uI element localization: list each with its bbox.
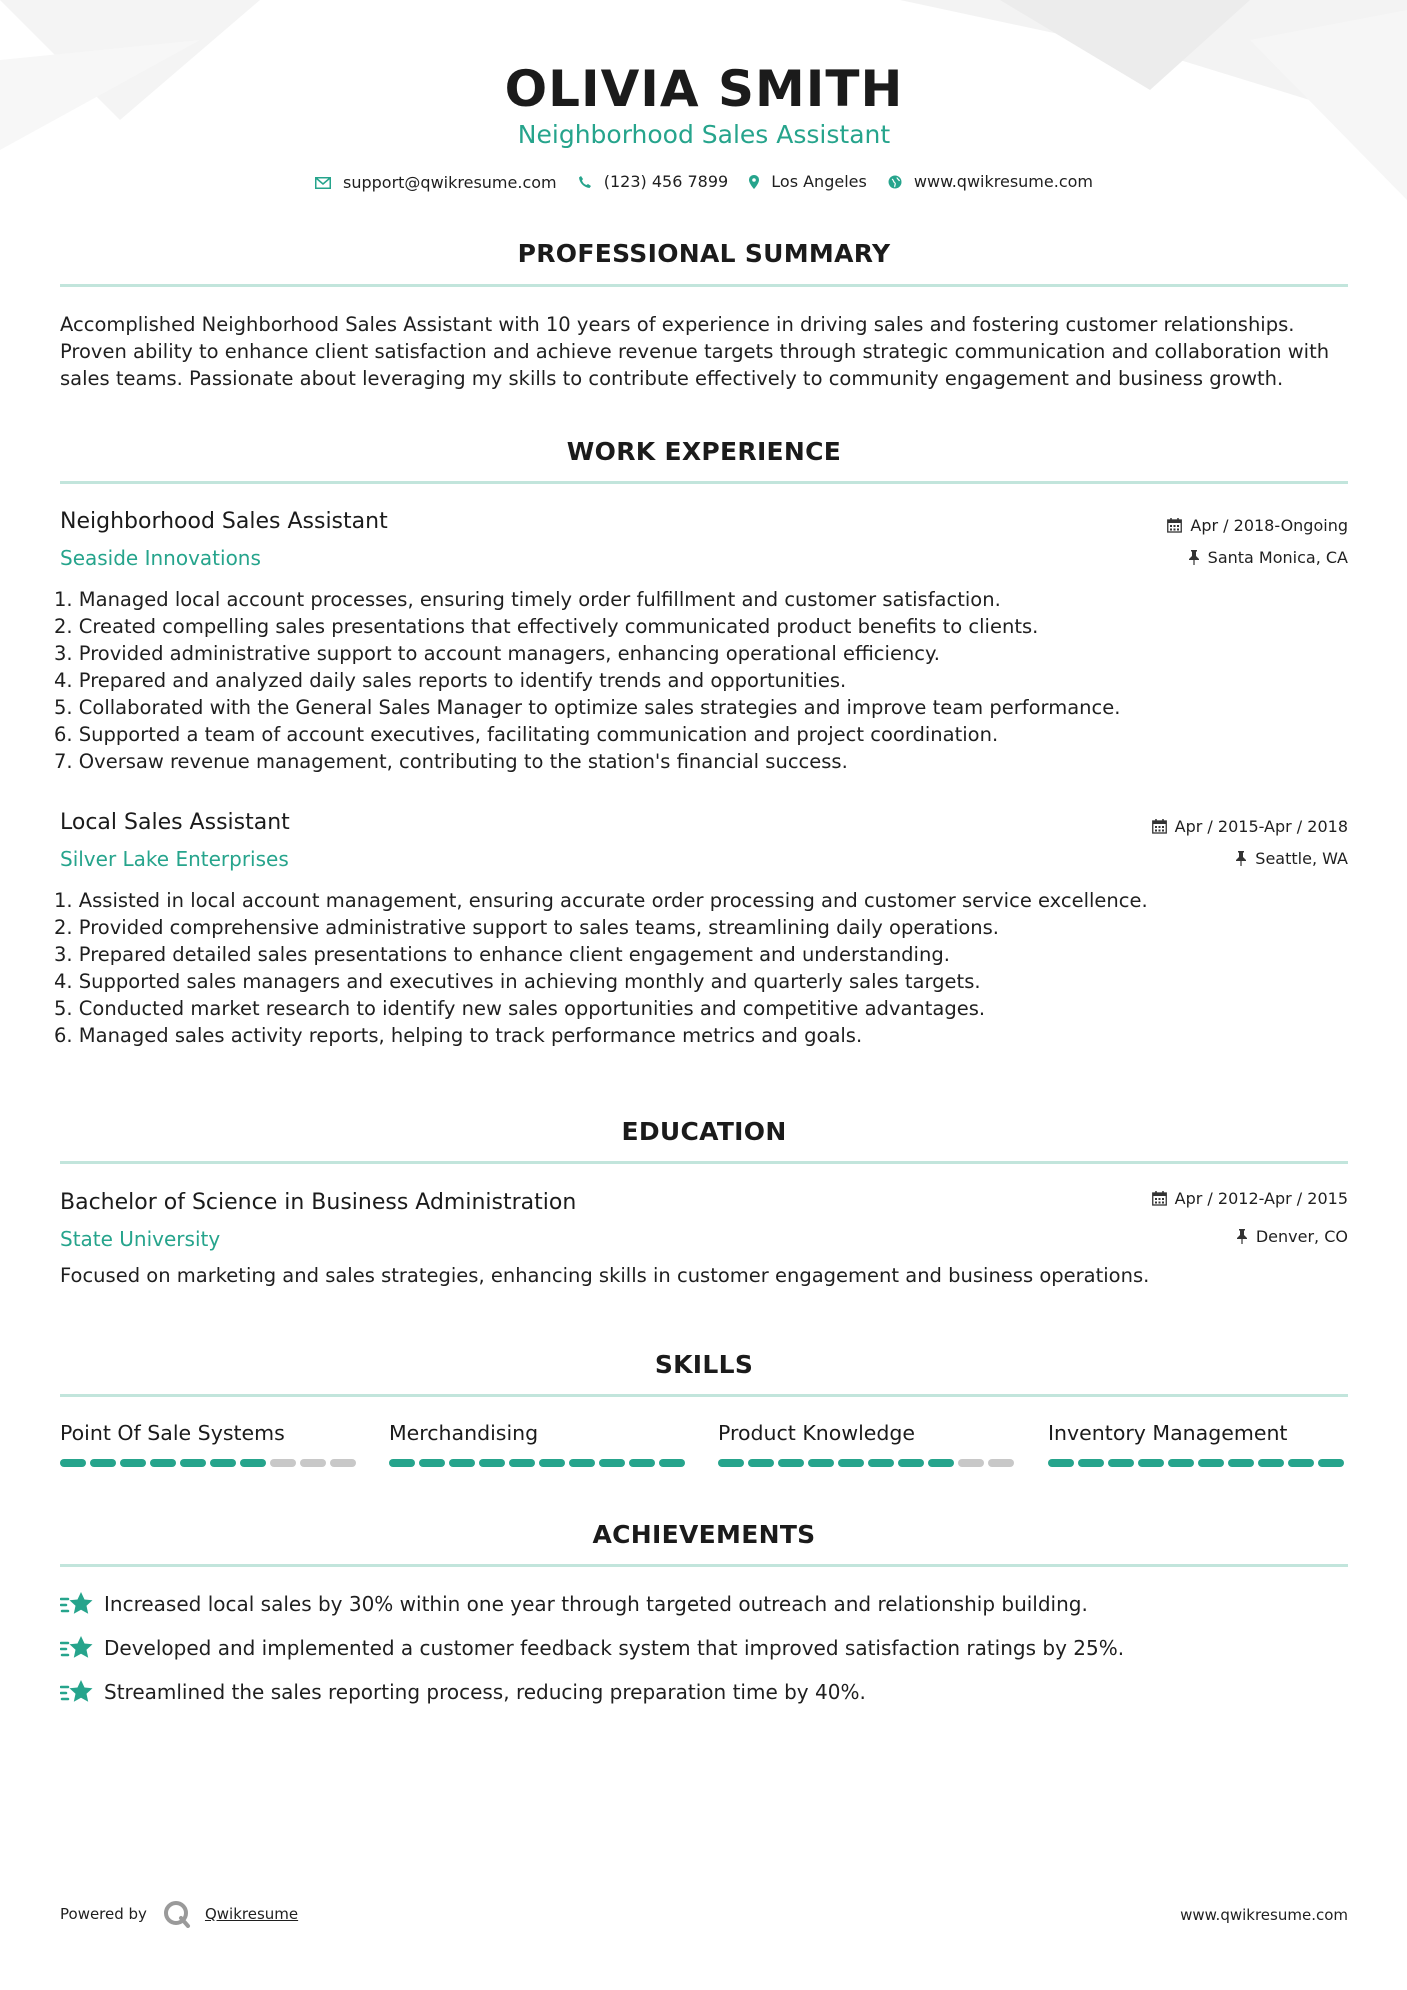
- job-dates: [1152, 817, 1348, 836]
- skill-item: [1048, 1421, 1348, 1467]
- powered-by-label: Powered by: [60, 1905, 147, 1923]
- footer-powered-by: [60, 1900, 298, 1928]
- list-item: 7. Oversaw revenue management, contributing to the station's financial success.: [54, 750, 848, 773]
- skill-segment-filled: [629, 1459, 655, 1467]
- skill-name: Merchandising: [389, 1421, 539, 1445]
- section-divider: [60, 1161, 1348, 1164]
- dates-text: Apr / 2018-Ongoing: [1190, 516, 1348, 535]
- skill-segment-filled: [1138, 1459, 1164, 1467]
- qwikresume-logo-icon: [163, 1900, 191, 1928]
- section-title-education: EDUCATION: [621, 1117, 787, 1146]
- list-item: 6. Supported a team of account executives, facilitating communication and project coordination.: [54, 723, 999, 746]
- skill-segment-filled: [180, 1459, 206, 1467]
- website-text: www.qwikresume.com: [913, 172, 1093, 191]
- skill-segment-filled: [1198, 1459, 1224, 1467]
- job-location: [1188, 548, 1348, 567]
- location-text: Los Angeles: [771, 172, 867, 191]
- skill-segment-filled: [150, 1459, 176, 1467]
- section-divider: [60, 1394, 1348, 1397]
- skill-segment-filled: [539, 1459, 565, 1467]
- section-title-achievements: ACHIEVEMENTS: [592, 1520, 816, 1549]
- pushpin-icon: [1235, 851, 1247, 866]
- skill-segment-empty: [988, 1459, 1014, 1467]
- skill-name: Inventory Management: [1048, 1421, 1288, 1445]
- skill-segment-filled: [778, 1459, 804, 1467]
- phone-text: (123) 456 7899: [603, 172, 729, 191]
- contact-email[interactable]: [315, 173, 557, 192]
- candidate-title: Neighborhood Sales Assistant: [517, 120, 891, 149]
- company-name: Silver Lake Enterprises: [60, 847, 289, 871]
- skill-segment-empty: [330, 1459, 356, 1467]
- calendar-icon: [1152, 819, 1167, 834]
- list-item: 3. Prepared detailed sales presentations to enhance client engagement and understanding.: [54, 943, 950, 966]
- achievement-item: [60, 1634, 1348, 1662]
- job-title: Local Sales Assistant: [60, 810, 290, 835]
- skill-segment-empty: [300, 1459, 326, 1467]
- list-item: 2. Created compelling sales presentations that effectively communicated product benefits to clients.: [54, 615, 1039, 638]
- list-item: 4. Prepared and analyzed daily sales reports to identify trends and opportunities.: [54, 669, 847, 692]
- education-location: [1236, 1227, 1348, 1246]
- contact-website[interactable]: [888, 172, 1093, 191]
- section-title-experience: WORK EXPERIENCE: [566, 437, 842, 466]
- dates-text: Apr / 2015-Apr / 2018: [1174, 817, 1348, 836]
- list-item: 6. Managed sales activity reports, helping to track performance metrics and goals.: [54, 1024, 863, 1047]
- job-dates: [1167, 516, 1348, 535]
- skill-segment-empty: [958, 1459, 984, 1467]
- skill-segment-filled: [1168, 1459, 1194, 1467]
- calendar-icon: [1152, 1191, 1167, 1206]
- skill-segment-filled: [90, 1459, 116, 1467]
- list-item: 1. Managed local account processes, ensuring timely order fulfillment and customer satisfaction.: [54, 588, 1001, 611]
- job-title: Neighborhood Sales Assistant: [60, 509, 388, 534]
- skill-segment-filled: [240, 1459, 266, 1467]
- skill-segment-filled: [449, 1459, 475, 1467]
- education-dates: [1152, 1189, 1348, 1208]
- skill-item: [389, 1421, 689, 1467]
- job-responsibilities: [54, 887, 1348, 1049]
- phone-icon: [578, 175, 592, 189]
- skill-segment-filled: [479, 1459, 505, 1467]
- skill-name: Product Knowledge: [718, 1421, 916, 1445]
- location-text: Seattle, WA: [1255, 849, 1348, 868]
- school-name: State University: [60, 1227, 221, 1251]
- contact-bar: [60, 172, 1348, 193]
- skill-segment-filled: [718, 1459, 744, 1467]
- skill-segment-filled: [838, 1459, 864, 1467]
- calendar-icon: [1167, 518, 1182, 533]
- pushpin-icon: [1188, 550, 1200, 565]
- section-title-skills: SKILLS: [654, 1350, 754, 1379]
- map-pin-icon: [749, 175, 759, 189]
- achievement-text: Increased local sales by 30% within one year through targeted outreach and relationship building.: [104, 1592, 1088, 1616]
- flying-star-icon: [60, 1634, 94, 1662]
- achievement-text: Developed and implemented a customer feedback system that improved satisfaction ratings by 25%.: [104, 1636, 1125, 1660]
- skill-segment-filled: [389, 1459, 415, 1467]
- degree-title: Bachelor of Science in Business Administration: [60, 1190, 577, 1215]
- skill-segment-filled: [659, 1459, 685, 1467]
- footer-website[interactable]: www.qwikresume.com: [1180, 1906, 1348, 1924]
- envelope-icon: [315, 177, 331, 189]
- section-divider: [60, 284, 1348, 287]
- skill-segment-filled: [808, 1459, 834, 1467]
- skill-segment-filled: [60, 1459, 86, 1467]
- job-location: [1235, 849, 1348, 868]
- skill-segment-filled: [569, 1459, 595, 1467]
- company-name: Seaside Innovations: [60, 546, 261, 570]
- section-title-summary: PROFESSIONAL SUMMARY: [517, 239, 891, 268]
- skill-segment-filled: [1228, 1459, 1254, 1467]
- skill-segment-filled: [509, 1459, 535, 1467]
- achievement-item: [60, 1678, 1348, 1706]
- skill-level-bar: [60, 1459, 360, 1467]
- skill-level-bar: [1048, 1459, 1348, 1467]
- skill-segment-filled: [120, 1459, 146, 1467]
- email-text: support@qwikresume.com: [343, 173, 557, 192]
- list-item: 2. Provided comprehensive administrative support to sales teams, streamlining daily operations.: [54, 916, 1000, 939]
- skill-segment-filled: [1048, 1459, 1074, 1467]
- skill-segment-filled: [1288, 1459, 1314, 1467]
- skill-segment-filled: [1318, 1459, 1344, 1467]
- section-divider: [60, 1564, 1348, 1567]
- flying-star-icon: [60, 1590, 94, 1618]
- list-item: 5. Conducted market research to identify new sales opportunities and competitive advantages.: [54, 997, 986, 1020]
- list-item: 5. Collaborated with the General Sales Manager to optimize sales strategies and improve team performance.: [54, 696, 1121, 719]
- skill-segment-filled: [1258, 1459, 1284, 1467]
- skill-segment-filled: [898, 1459, 924, 1467]
- list-item: 1. Assisted in local account management, ensuring accurate order processing and customer service excellence.: [54, 889, 1148, 912]
- section-divider: [60, 481, 1348, 484]
- flying-star-icon: [60, 1678, 94, 1706]
- skill-segment-filled: [868, 1459, 894, 1467]
- skill-segment-filled: [1078, 1459, 1104, 1467]
- skill-item: [718, 1421, 1018, 1467]
- achievement-text: Streamlined the sales reporting process, reducing preparation time by 40%.: [104, 1680, 866, 1704]
- summary-text: Accomplished Neighborhood Sales Assistant with 10 years of experience in driving sales and fostering customer relationships. Proven ability to enhance client satisfaction and achieve revenue targets through strategic communication and collaboration with sales teams. Passionate about leveraging my skills to contribute effectively to community engagement and business growth.: [60, 313, 1330, 390]
- skill-segment-filled: [748, 1459, 774, 1467]
- qwikresume-link[interactable]: Qwikresume: [204, 1905, 299, 1923]
- location-text: Santa Monica, CA: [1207, 548, 1348, 567]
- skill-name: Point Of Sale Systems: [60, 1421, 285, 1445]
- skill-segment-empty: [270, 1459, 296, 1467]
- location-text: Denver, CO: [1255, 1227, 1348, 1246]
- job-responsibilities: [54, 586, 1348, 775]
- list-item: 3. Provided administrative support to account managers, enhancing operational efficiency.: [54, 642, 940, 665]
- skill-segment-filled: [210, 1459, 236, 1467]
- skill-segment-filled: [928, 1459, 954, 1467]
- skill-level-bar: [389, 1459, 689, 1467]
- achievement-item: [60, 1590, 1348, 1618]
- candidate-name: OLIVIA SMITH: [504, 60, 904, 118]
- contact-phone[interactable]: [578, 172, 728, 191]
- pushpin-icon: [1236, 1229, 1248, 1244]
- skill-item: [60, 1421, 360, 1467]
- skill-segment-filled: [1108, 1459, 1134, 1467]
- skill-level-bar: [718, 1459, 1018, 1467]
- globe-icon: [888, 175, 902, 189]
- education-description: Focused on marketing and sales strategies, enhancing skills in customer engagement and business operations.: [60, 1264, 1150, 1287]
- skill-segment-filled: [599, 1459, 625, 1467]
- list-item: 4. Supported sales managers and executives in achieving monthly and quarterly sales targets.: [54, 970, 981, 993]
- contact-location: [749, 172, 867, 191]
- dates-text: Apr / 2012-Apr / 2015: [1174, 1189, 1348, 1208]
- skill-segment-filled: [419, 1459, 445, 1467]
